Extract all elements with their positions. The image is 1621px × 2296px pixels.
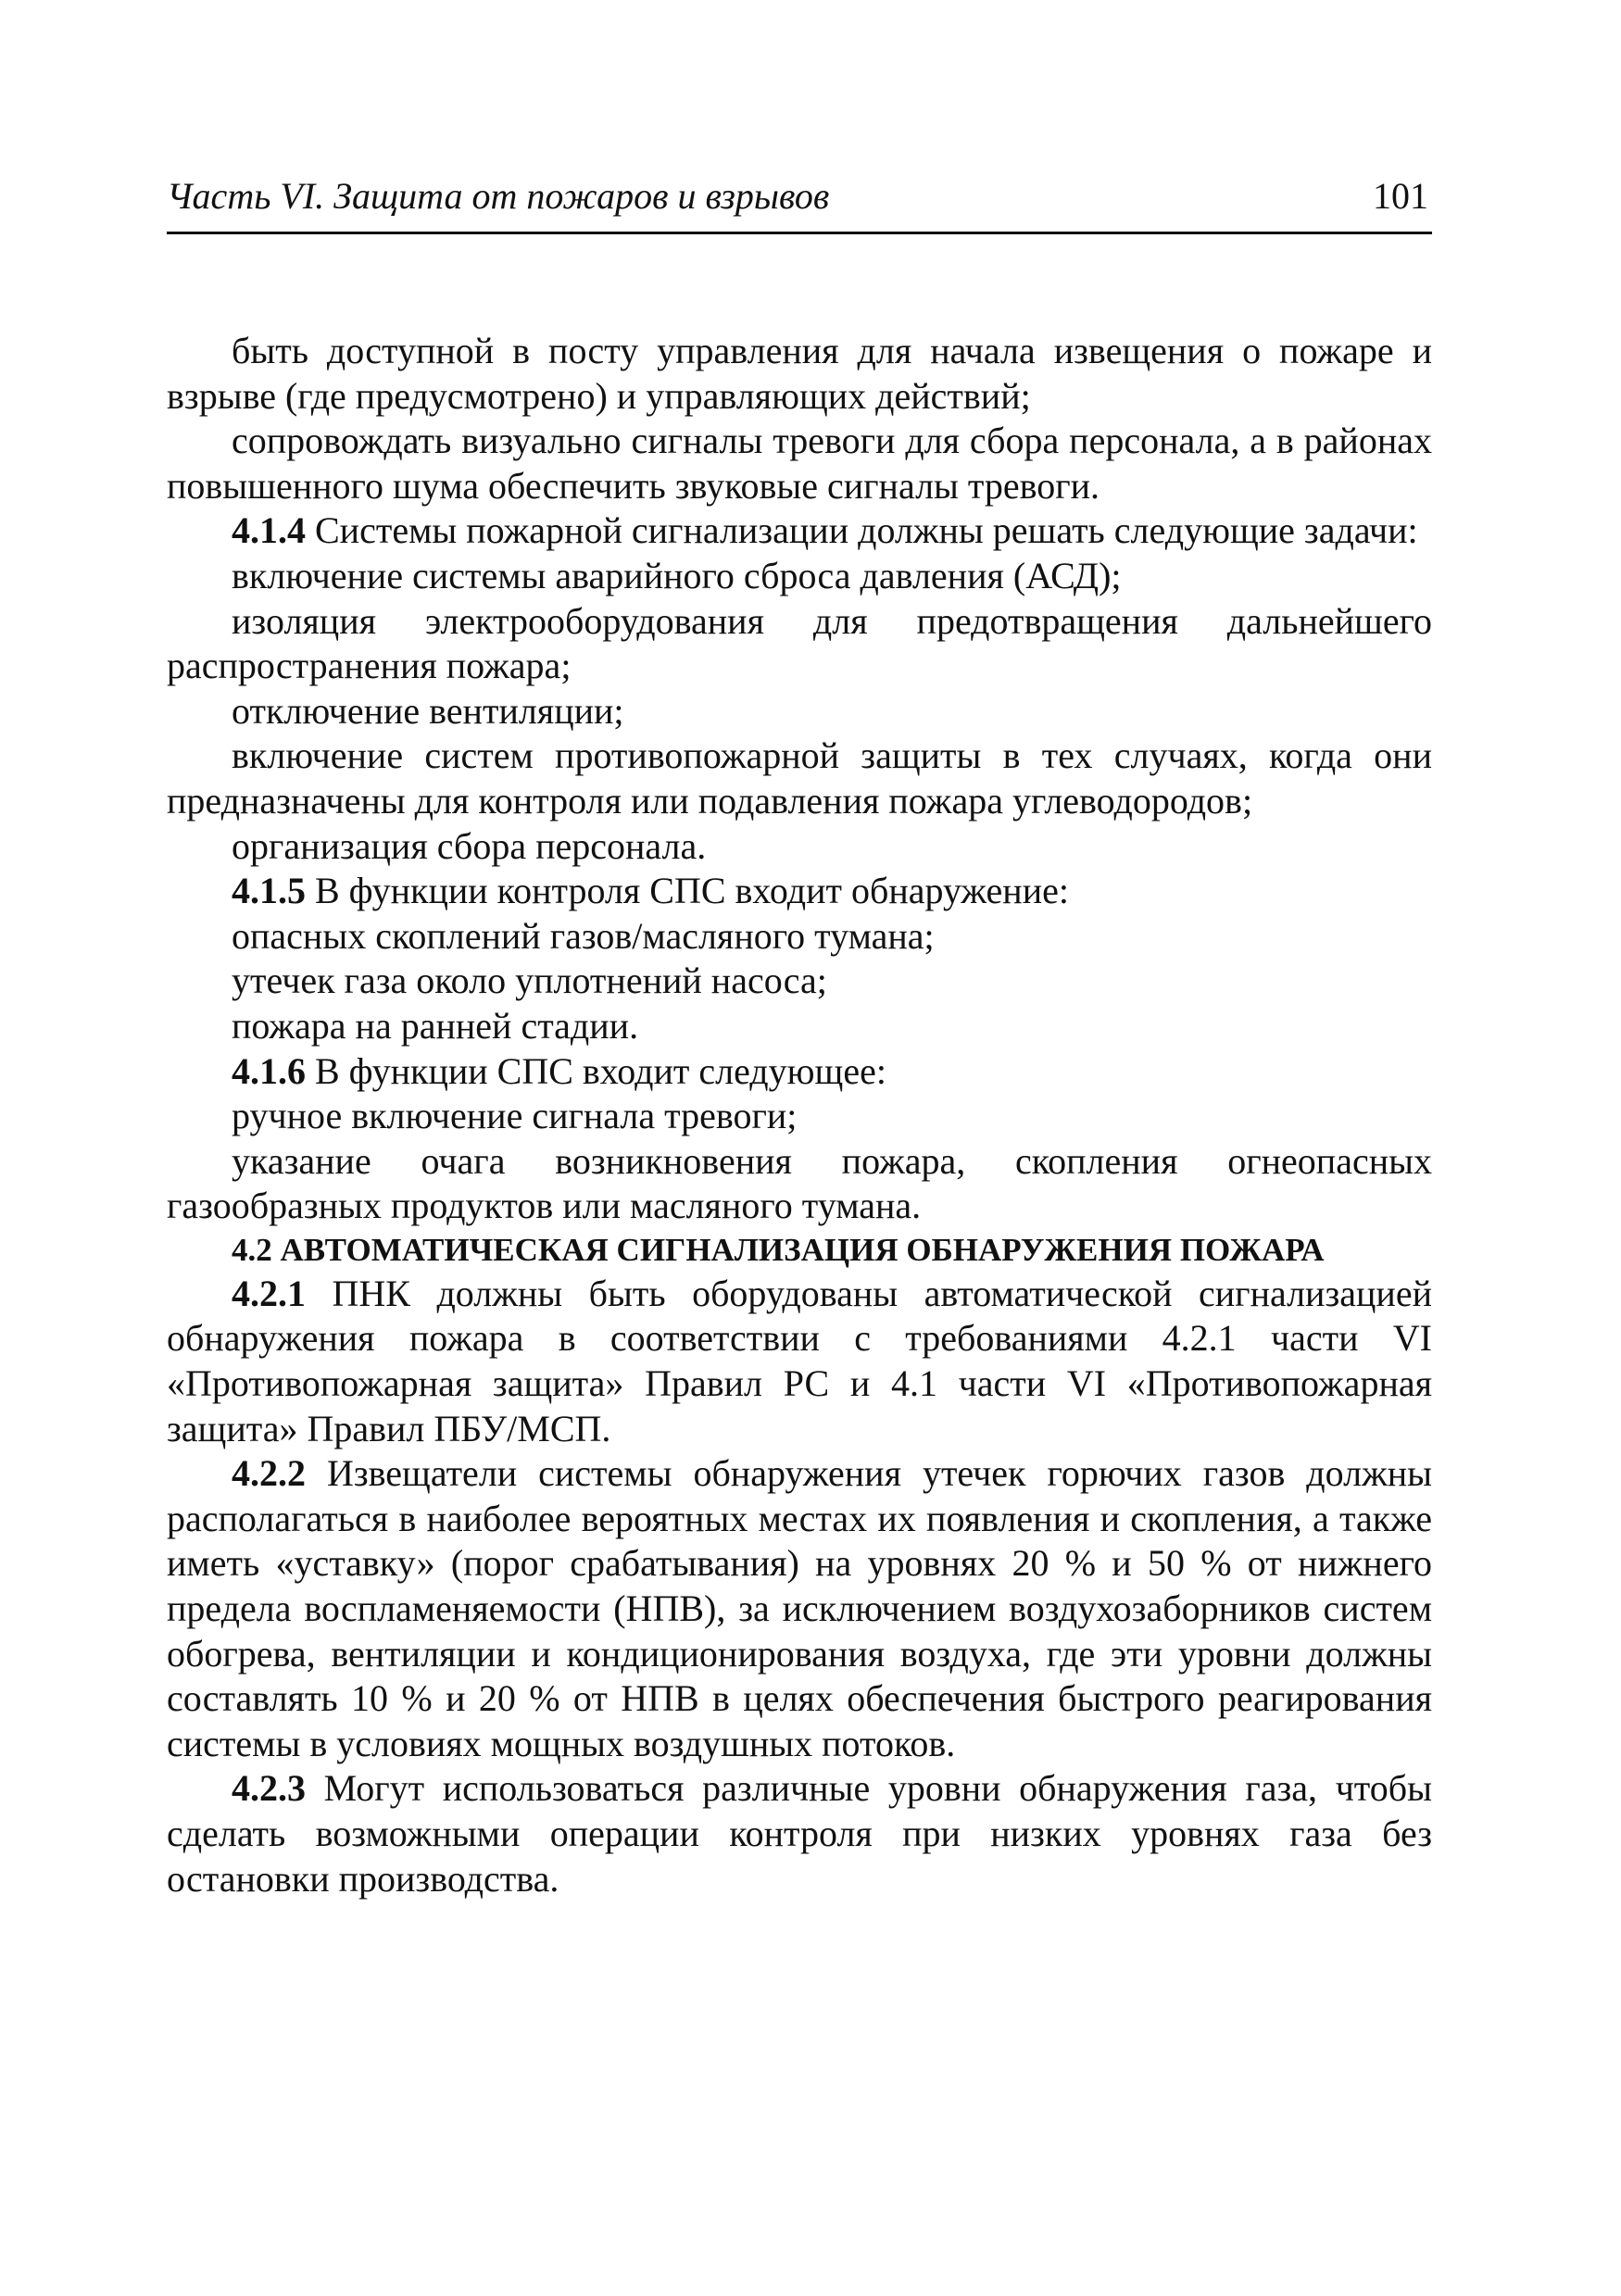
paragraph-text: В функции СПС входит следующее: [306,1049,886,1092]
paragraph-text: включение систем противопожарной защиты в тех случаях, когда они предназначены для контроля или подавления пожара углеводородов; [167,734,1432,822]
paragraph-text: ручное включение сигнала тревоги; [232,1095,798,1137]
paragraph-text: Могут использоваться различные уровни обнаружения газа, чтобы сделать возможными операции контроля при низких уровнях газа без остановки производства. [167,1767,1432,1900]
paragraph-text: сопровождать визуально сигналы тревоги для сбора персонала, а в районах повышенного шума обеспечить звуковые сигналы тревоги. [167,420,1432,507]
paragraph-text: ПНК должны быть оборудованы автоматической сигнализацией обнаружения пожара в соответствии с требованиями 4.2.1 части VI «Противопожарная защита» Правил РС и 4.1 части VI «Противопожарная защита» Правил ПБУ/МСП. [167,1272,1432,1449]
list-item [167,599,1432,689]
clause-number: 4.2.3 [232,1767,306,1810]
clause-4-2-1 [167,1272,1432,1451]
clause-4-1-5 [167,869,1432,914]
list-item [167,554,1432,599]
paragraph [167,419,1432,508]
paragraph-text: отключение вентиляции; [232,689,624,732]
paragraph-text: утечек газа около уплотнений насоса; [232,960,827,1002]
list-item [167,689,1432,734]
list-item [167,1139,1432,1229]
running-header-title: Часть VI. Защита от пожаров и взрывов [167,175,830,217]
section-heading: 4.2 АВТОМАТИЧЕСКАЯ СИГНАЛИЗАЦИЯ ОБНАРУЖЕНИЯ ПОЖАРА [232,1231,1325,1268]
page-header [167,174,1432,234]
clause-4-1-6 [167,1049,1432,1095]
list-item [167,1004,1432,1049]
page-number: 101 [1373,175,1428,217]
clause-4-1-4 [167,508,1432,554]
list-item [167,734,1432,823]
paragraph-text: указание очага возникновения пожара, скопления огнеопасных газообразных продуктов или масляного тумана. [167,1139,1432,1227]
clause-number: 4.1.5 [232,870,306,912]
paragraph-text: пожара на ранней стадии. [232,1004,639,1047]
clause-4-2-2 [167,1451,1432,1766]
clause-number: 4.2.1 [232,1272,306,1314]
list-item [167,959,1432,1004]
paragraph-text: быть доступной в посту управления для начала извещения о пожаре и взрыве (где предусмотрено) и управляющих действий; [167,330,1432,417]
paragraph-text: включение системы аварийного сброса давления (АСД); [232,554,1122,596]
clause-4-2-3 [167,1766,1432,1901]
paragraph-text: организация сбора персонала. [232,824,707,867]
list-item [167,1094,1432,1139]
paragraph [167,329,1432,419]
paragraph-text: Извещатели системы обнаружения утечек горючих газов должны располагаться в наиболее вероятных местах их появления и скопления, а также иметь «уставку» (порог срабатывания) на уровнях 20 % и 50 % от нижнего предела воспламеняемости (НПВ), за исключением воздухозаборников систем обогрева, вентиляции и кондиционирования воздуха, где эти уровни должны составлять 10 % и 20 % от НПВ в целях обеспечения быстрого реагирования системы в условиях мощных воздушных потоков. [167,1452,1432,1764]
clause-number: 4.2.2 [232,1452,306,1495]
list-item [167,824,1432,870]
paragraphs-top [167,329,1432,1229]
body-text [167,329,1432,1901]
paragraphs-bottom [167,1272,1432,1901]
clause-number: 4.1.6 [232,1049,306,1092]
paragraph-text: опасных скоплений газов/масляного тумана; [232,914,935,957]
paragraph-text: В функции контроля СПС входит обнаружение: [306,870,1069,912]
paragraph-text: изоляция электрооборудования для предотвращения дальнейшего распространения пожара; [167,599,1432,687]
paragraph-text: Системы пожарной сигнализации должны решать следующие задачи: [306,509,1418,552]
clause-number: 4.1.4 [232,509,306,552]
list-item [167,914,1432,960]
